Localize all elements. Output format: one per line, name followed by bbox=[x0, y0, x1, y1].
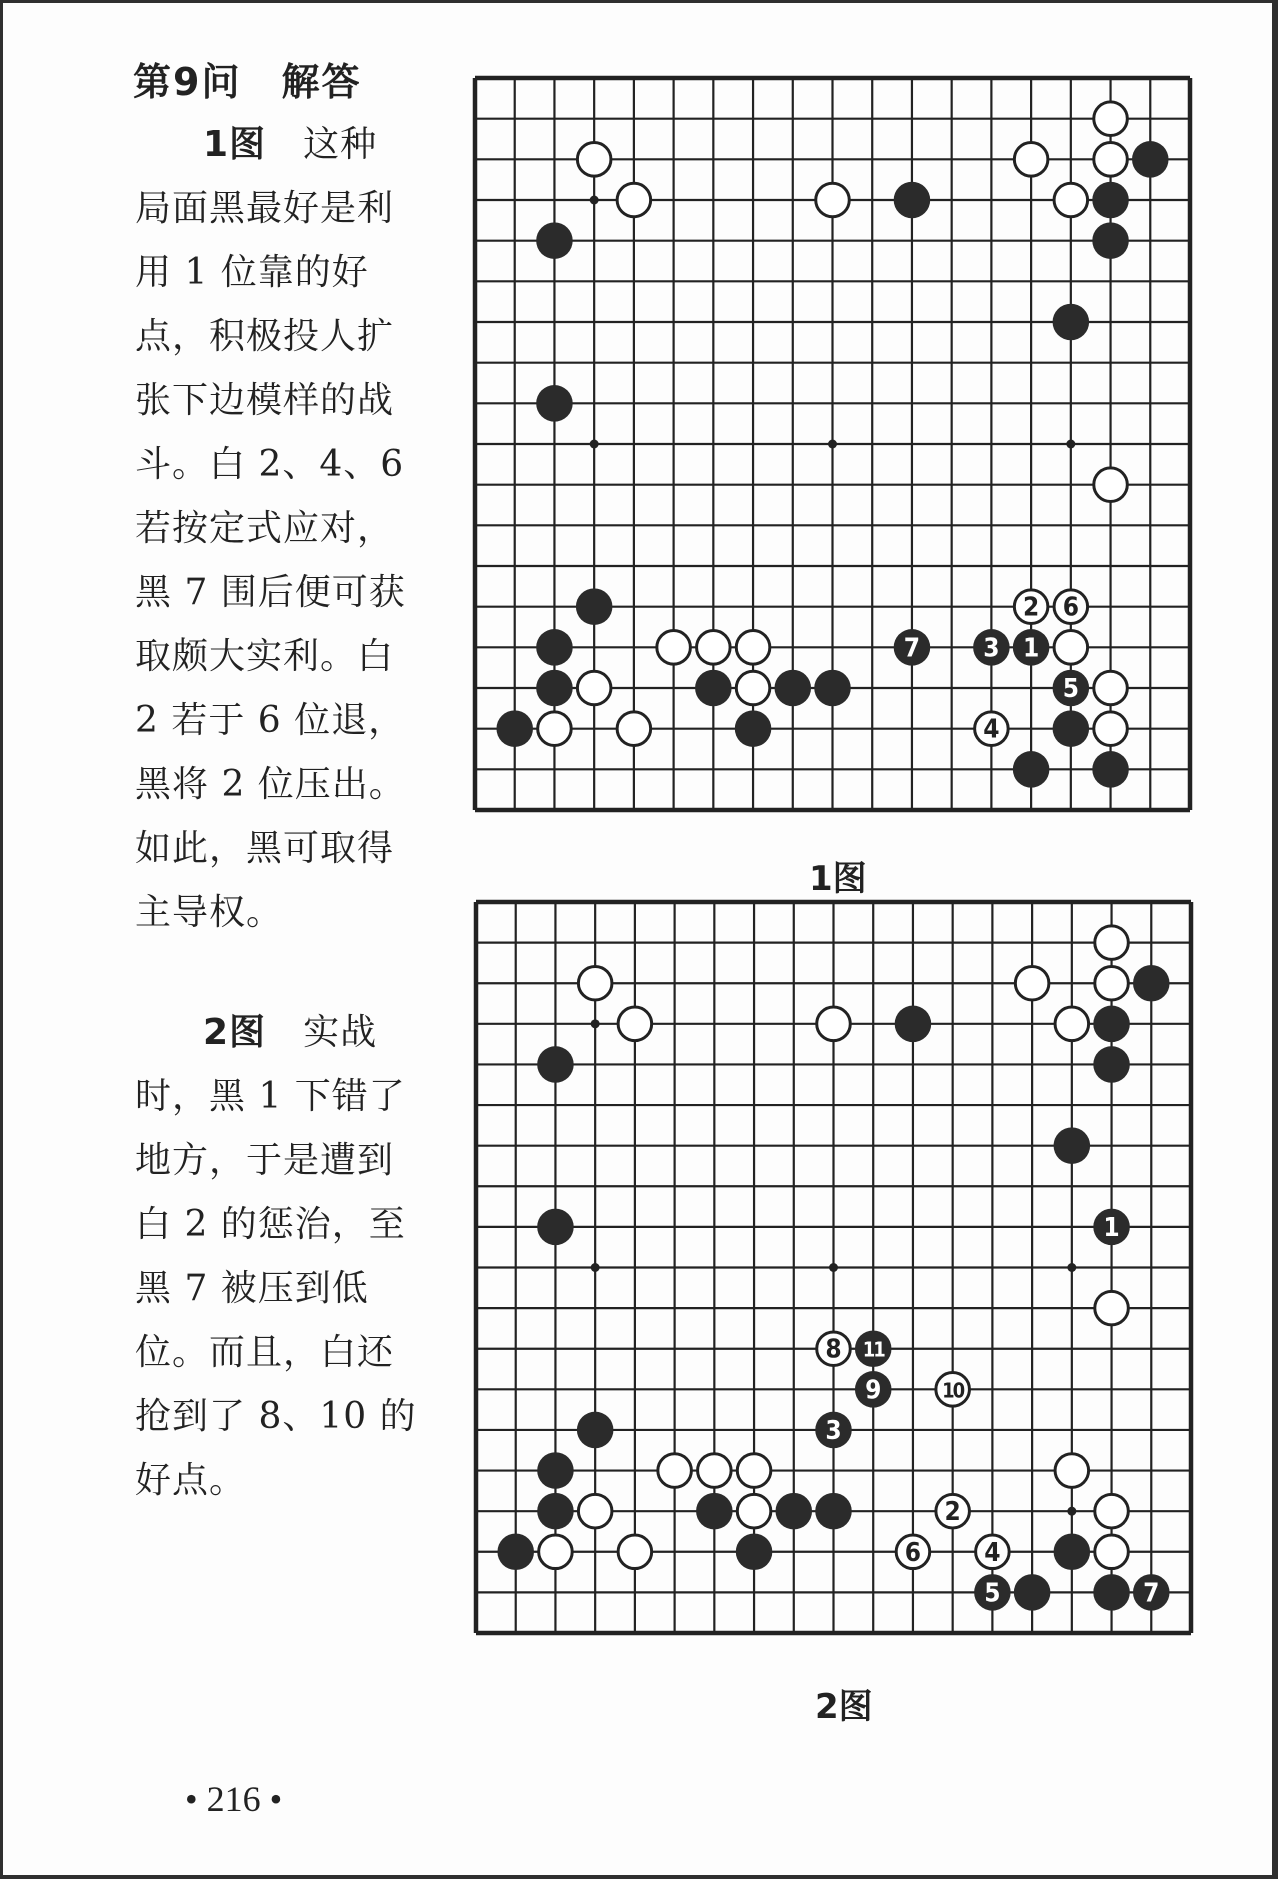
white-stone bbox=[1055, 1454, 1089, 1488]
commentary-line: 张下边模样的战 bbox=[135, 380, 395, 421]
move-number: 8 bbox=[825, 1334, 842, 1365]
white-stone bbox=[577, 143, 611, 177]
white-stone bbox=[658, 1454, 692, 1488]
black-stone bbox=[695, 670, 732, 707]
board-grid bbox=[472, 75, 1193, 813]
commentary-line: 好点。 bbox=[135, 1460, 247, 1501]
figure1-commentary bbox=[135, 113, 435, 945]
white-stone bbox=[1054, 183, 1088, 217]
white-stone bbox=[1055, 1007, 1089, 1041]
white-stone bbox=[657, 631, 691, 665]
black-stone bbox=[1053, 670, 1090, 707]
black-stone bbox=[1053, 304, 1090, 341]
commentary-line: 白 2 的惩治，至 bbox=[135, 1204, 406, 1245]
black-stone bbox=[497, 1534, 534, 1571]
go-board-figure2 bbox=[473, 899, 1194, 1636]
star-point bbox=[829, 1263, 838, 1272]
move-number: 3 bbox=[825, 1415, 842, 1446]
commentary-line: 主导权。 bbox=[135, 892, 284, 933]
black-stone bbox=[1053, 710, 1090, 747]
black-stone bbox=[1013, 629, 1050, 666]
white-stone bbox=[736, 671, 770, 705]
white-stone bbox=[1094, 712, 1128, 746]
white-stone bbox=[817, 1332, 851, 1366]
figure1-lead-line bbox=[135, 113, 435, 177]
white-stone bbox=[1095, 1494, 1129, 1528]
black-stone bbox=[855, 1371, 892, 1408]
commentary-line: 位。而且，白还 bbox=[135, 1332, 395, 1373]
star-point bbox=[1067, 1263, 1076, 1272]
black-stone bbox=[776, 1493, 813, 1530]
black-stone bbox=[536, 670, 573, 707]
black-stone bbox=[1132, 141, 1169, 178]
black-stone bbox=[1054, 1127, 1091, 1164]
black-stone bbox=[1014, 1574, 1051, 1611]
white-stone bbox=[816, 183, 850, 217]
white-stone bbox=[976, 1535, 1010, 1569]
white-stone bbox=[1094, 671, 1128, 705]
go-board-figure1 bbox=[472, 75, 1193, 813]
figure1-caption: 1图 bbox=[809, 859, 867, 899]
move-number: 11 bbox=[862, 1337, 884, 1362]
white-stone bbox=[1014, 590, 1048, 624]
white-stone bbox=[697, 631, 731, 665]
black-stone bbox=[1093, 1209, 1130, 1246]
star-point bbox=[591, 1019, 600, 1028]
black-stone bbox=[576, 588, 613, 625]
black-stone bbox=[815, 1493, 852, 1530]
black-stone bbox=[537, 1046, 574, 1083]
commentary-line: 如此，黑可取得 bbox=[135, 828, 395, 869]
white-stone bbox=[1054, 631, 1088, 665]
board-grid bbox=[473, 899, 1194, 1636]
white-stone bbox=[577, 671, 611, 705]
white-stone bbox=[1094, 468, 1128, 502]
black-stone bbox=[894, 629, 931, 666]
white-stone bbox=[1014, 143, 1048, 177]
white-stone bbox=[736, 631, 770, 665]
move-number: 2 bbox=[1022, 592, 1040, 623]
black-stone bbox=[855, 1330, 892, 1367]
commentary-line: 用 1 位靠的好 bbox=[135, 252, 369, 293]
black-stone bbox=[735, 710, 772, 747]
black-stone bbox=[815, 1412, 852, 1449]
star-point bbox=[1067, 1507, 1076, 1516]
white-stone bbox=[618, 1007, 652, 1041]
white-stone bbox=[1095, 1291, 1129, 1325]
star-point bbox=[590, 196, 599, 205]
black-stone bbox=[736, 1534, 773, 1571]
commentary-line: 黑 7 被压到低 bbox=[135, 1268, 369, 1309]
commentary-line: 点，积极投人扩 bbox=[135, 316, 395, 357]
star-point bbox=[828, 440, 837, 449]
problem-title: 第9问 解答 bbox=[133, 60, 362, 104]
figure1-lead-text: 这种 bbox=[266, 124, 378, 165]
move-number: 7 bbox=[903, 633, 921, 664]
move-number: 1 bbox=[1022, 633, 1040, 664]
figure2-lead-line bbox=[135, 1001, 435, 1065]
commentary-line: 2 若于 6 位退， bbox=[135, 700, 406, 741]
white-stone bbox=[617, 183, 651, 217]
move-number: 6 bbox=[1062, 592, 1079, 623]
commentary-line: 黑 7 围后便可获 bbox=[135, 572, 406, 613]
white-stone bbox=[1095, 966, 1129, 1000]
star-point bbox=[1066, 440, 1075, 449]
black-stone bbox=[1093, 1006, 1130, 1043]
commentary-line: 抢到了 8、10 的 bbox=[135, 1396, 417, 1437]
move-number: 4 bbox=[983, 714, 1000, 745]
black-stone bbox=[536, 222, 573, 259]
star-point bbox=[590, 440, 599, 449]
move-number: 6 bbox=[904, 1537, 922, 1568]
figure2-lead-text: 实战 bbox=[266, 1012, 378, 1053]
move-number: 5 bbox=[984, 1578, 1001, 1609]
black-stone bbox=[1054, 1534, 1091, 1571]
black-stone bbox=[775, 670, 812, 707]
white-stone bbox=[618, 1535, 652, 1569]
black-stone bbox=[536, 629, 573, 666]
white-stone bbox=[936, 1494, 970, 1528]
commentary-line: 取颇大实利。白 bbox=[135, 636, 395, 677]
commentary-line: 斗。白 2、4、6 bbox=[135, 444, 405, 485]
white-stone bbox=[1015, 966, 1049, 1000]
figure1-label: 1图 bbox=[203, 124, 267, 165]
commentary-line: 时，黑 1 下错了 bbox=[135, 1076, 406, 1117]
star-point bbox=[591, 1263, 600, 1272]
black-stone bbox=[536, 385, 573, 422]
black-stone bbox=[496, 710, 533, 747]
black-stone bbox=[894, 182, 931, 219]
book-page bbox=[3, 3, 1272, 1875]
move-number: 1 bbox=[1103, 1212, 1120, 1243]
black-stone bbox=[537, 1493, 574, 1530]
white-stone bbox=[1095, 1535, 1129, 1569]
commentary-line: 局面黑最好是利 bbox=[135, 188, 395, 229]
black-stone bbox=[1133, 1574, 1170, 1611]
white-stone bbox=[1054, 590, 1088, 624]
move-number: 3 bbox=[983, 633, 1000, 664]
black-stone bbox=[696, 1493, 733, 1530]
page-number: • 216 • bbox=[185, 1779, 283, 1819]
white-stone bbox=[1094, 102, 1128, 136]
white-stone bbox=[578, 1494, 612, 1528]
black-stone bbox=[1093, 1574, 1130, 1611]
figure2-commentary bbox=[135, 1001, 435, 1513]
white-stone bbox=[1095, 926, 1129, 960]
white-stone bbox=[539, 1535, 573, 1569]
black-stone bbox=[1092, 751, 1129, 788]
black-stone bbox=[1093, 1046, 1130, 1083]
white-stone bbox=[817, 1007, 851, 1041]
figure2-caption: 2图 bbox=[815, 1687, 873, 1727]
commentary-line: 黑将 2 位压出。 bbox=[135, 764, 406, 805]
white-stone bbox=[737, 1494, 771, 1528]
move-number: 2 bbox=[944, 1497, 961, 1528]
white-stone bbox=[538, 712, 572, 746]
black-stone bbox=[814, 670, 851, 707]
commentary-line: 地方，于是遭到 bbox=[135, 1140, 395, 1181]
white-stone bbox=[578, 966, 612, 1000]
black-stone bbox=[973, 629, 1010, 666]
black-stone bbox=[537, 1209, 574, 1246]
move-number: 5 bbox=[1062, 674, 1079, 704]
move-number: 10 bbox=[942, 1378, 964, 1403]
black-stone bbox=[1092, 222, 1129, 259]
white-stone bbox=[1094, 143, 1128, 177]
black-stone bbox=[1013, 751, 1050, 788]
white-stone bbox=[975, 712, 1009, 746]
black-stone bbox=[974, 1574, 1011, 1611]
white-stone bbox=[617, 712, 651, 746]
white-stone bbox=[936, 1373, 970, 1407]
black-stone bbox=[895, 1006, 932, 1043]
move-number: 4 bbox=[984, 1537, 1001, 1568]
commentary-line: 若按定式应对， bbox=[135, 508, 395, 549]
white-stone bbox=[896, 1535, 930, 1569]
white-stone bbox=[737, 1454, 771, 1488]
black-stone bbox=[577, 1412, 614, 1449]
black-stone bbox=[1133, 965, 1170, 1002]
black-stone bbox=[1092, 182, 1129, 219]
move-number: 9 bbox=[865, 1375, 882, 1406]
move-number: 7 bbox=[1143, 1578, 1160, 1609]
black-stone bbox=[537, 1452, 574, 1489]
white-stone bbox=[698, 1454, 732, 1488]
figure2-label: 2图 bbox=[203, 1012, 267, 1053]
